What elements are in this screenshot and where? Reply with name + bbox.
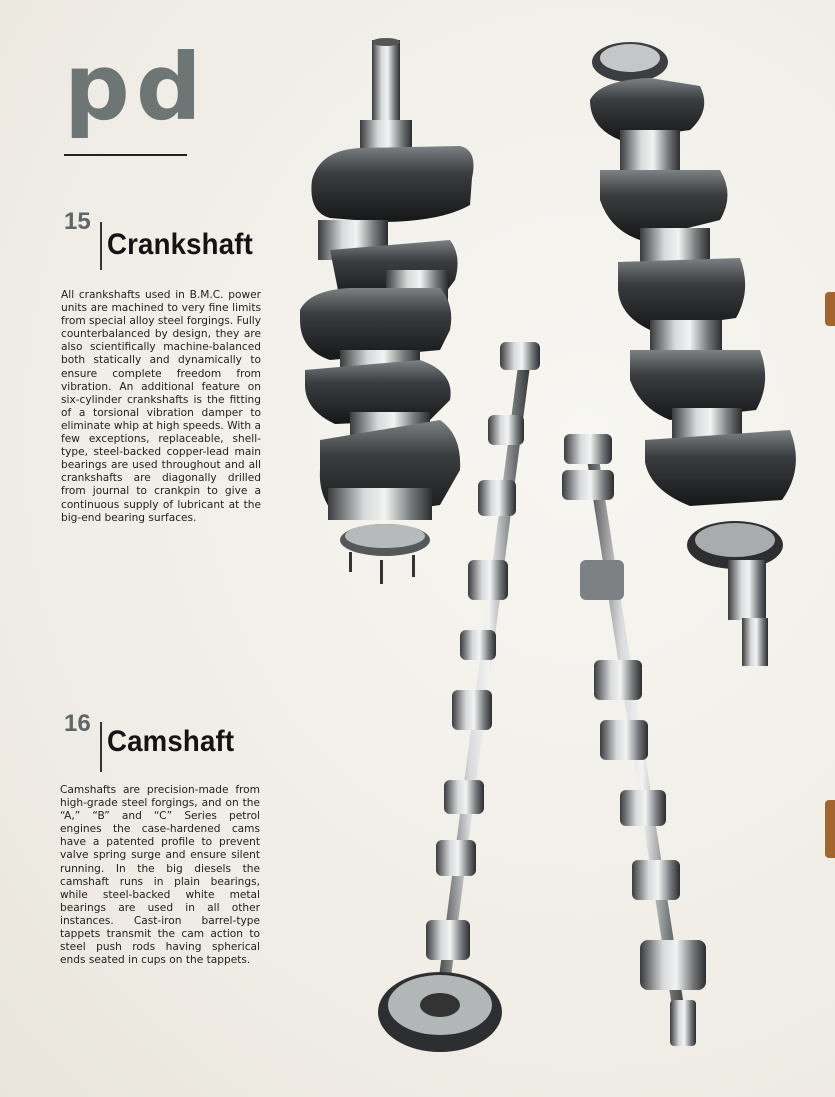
camshaft-description: Camshafts are precision-made from high-grade steel forgings, and on the “A,” “B” and “C” Series petrol engines the case-hardened cams have a patented profile to prevent valve spring surge and ensure silent running. In the big diesels the camshaft runs in plain bearings, while steel-backed white metal bearings are used in all other instances. Cast-iron barrel-type tappets transmit the cam action to steel push rods having spherical ends seated in cups on the tappets.: [60, 784, 260, 967]
section-title-camshaft: Camshaft: [107, 725, 235, 758]
section-number-camshaft: 16: [64, 710, 91, 737]
logo-pd: pd: [64, 34, 208, 141]
section-number-crankshaft: 15: [64, 208, 91, 235]
crankshaft-four-cylinder: [300, 38, 474, 584]
crankshaft-description: All crankshafts used in B.M.C. power units are machined to very fine limits from special alloy steel forgings. Fully counterbalanced by design, they are also scientifically machine-balanced both statically and dynamically to ensure complete freedom from vibration. An additional feature on six-cylinder crankshafts is the fitting of a torsional vibration damper to eliminate whip at high speeds. With a few exceptions, replaceable, shell-type, steel-backed copper-lead main bearings are used throughout and all crankshafts are diagonally drilled from journal to crankpin to give a continuous supply of lubricant at the big-end bearing surfaces.: [61, 289, 261, 524]
section-title-crankshaft: Crankshaft: [107, 228, 254, 261]
camshaft-short: [562, 434, 706, 1046]
